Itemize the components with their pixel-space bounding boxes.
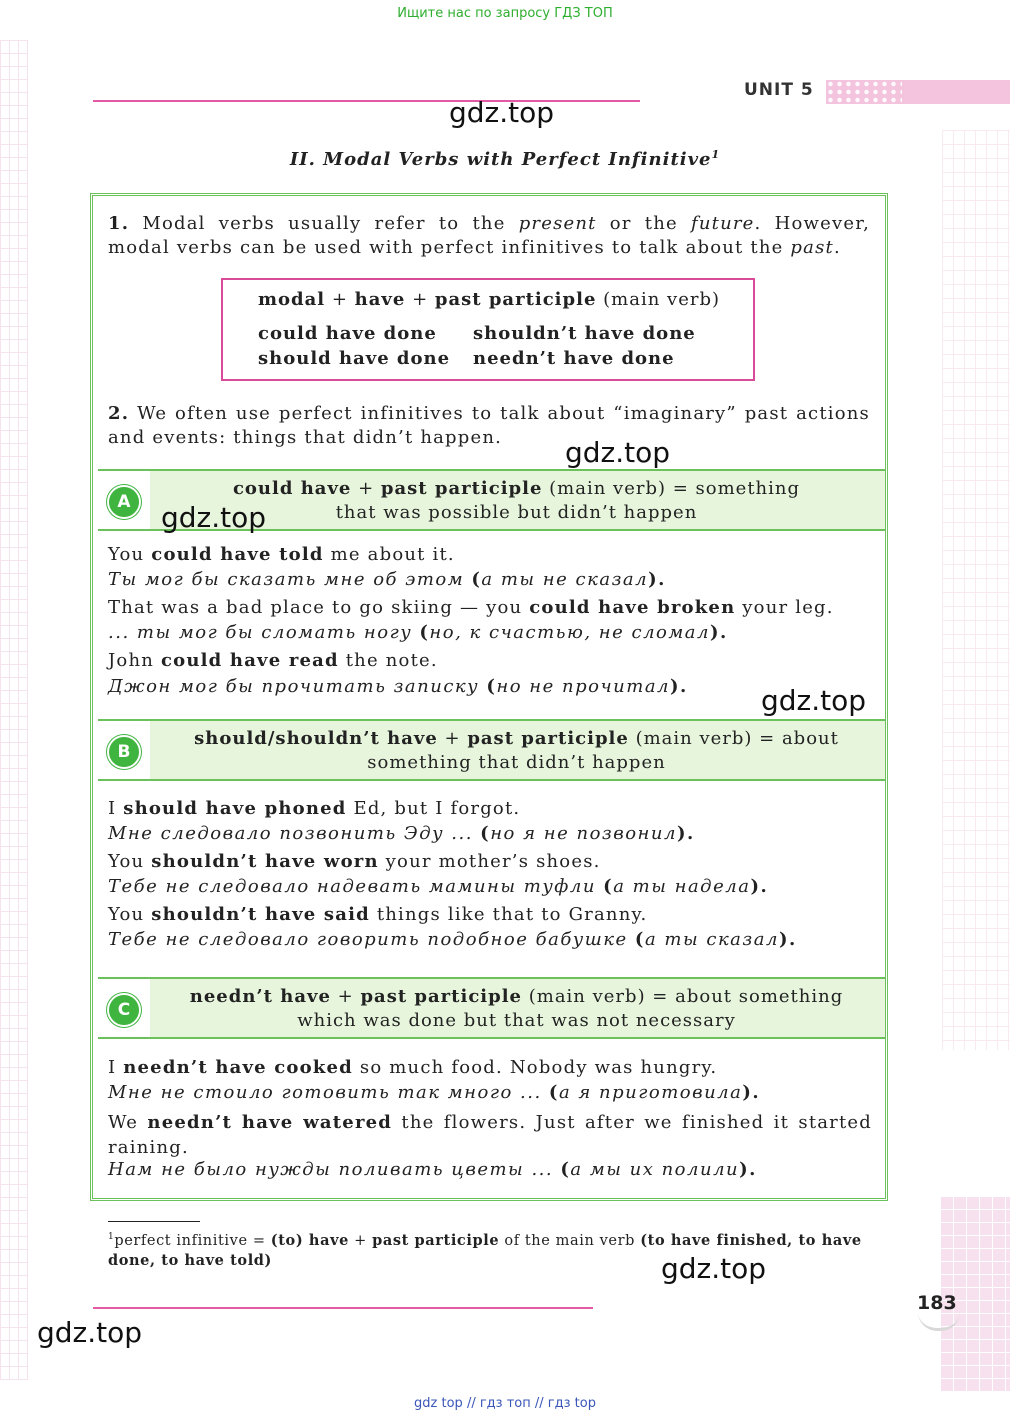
example-ru: Мне следовало позвонить Эду ... (но я не позвонил). [108,823,695,844]
section-b-badge: B [107,735,141,769]
footer-rule [93,1307,593,1309]
example-en: That was a bad place to go skiing — you could have broken your leg. [108,597,834,618]
example-ru: Ты мог бы сказать мне об этом (а ты не сказал). [108,569,666,590]
watermark: gdz.top [565,436,671,469]
section-c-header [98,977,885,1039]
example-ru: ... ты мог бы сломать ногу (но, к счастью, не сломал). [108,622,728,643]
link-separator: // [534,1396,544,1411]
example-en: You shouldn’t have worn your mother’s shoes. [108,851,601,872]
section-a-rule: could have + past participle (main verb) = something that was possible but didn’t happen [232,478,801,523]
link-separator: // [466,1396,476,1411]
left-margin-pattern [0,40,28,1380]
watermark: gdz.top [761,684,867,717]
watermark: gdz.top [661,1252,767,1285]
section-a-badge: A [107,485,141,519]
example-en: We needn’t have watered the flowers. Just after we finished it started raining. [108,1112,872,1158]
formula-example: needn’t have done [473,348,675,369]
section-b-header [98,719,885,781]
example-ru: Мне не стоило готовить так много ... (а я приготовила). [108,1082,761,1103]
section-c-badge: C [107,993,141,1027]
footnote-rule [108,1221,200,1222]
example-en: I needn’t have cooked so much food. Nobody was hungry. [108,1057,718,1078]
heading-footnote-mark: 1 [711,148,721,161]
formula-pattern: modal + have + past participle (main verb) [258,289,720,310]
unit-label: UNIT 5 [744,80,814,100]
formula-example: shouldn’t have done [473,323,696,344]
formula-example: could have done [258,323,437,344]
watermark: gdz.top [161,501,267,534]
bottom-links [0,1396,1010,1411]
search-banner[interactable]: Ищите нас по запросу ГДЗ ТОП [397,6,613,21]
link-gdz-top[interactable]: gdz top [414,1396,463,1411]
section-c-rule: needn’t have + past participle (main verb) = about something which was done but that was not necessary [189,986,844,1031]
rule-1: 1. Modal verbs usually refer to the present or the future. However, modal verbs can be used with perfect infinitives to talk about the past. [108,213,870,258]
example-en: John could have read the note. [108,650,438,671]
example-en: I should have phoned Ed, but I forgot. [108,798,521,819]
example-ru: Тебе не следовало говорить подобное бабушке (а ты сказал). [108,929,797,950]
unit-dots [826,80,902,104]
link-gdz-top-mixed[interactable]: гдз top [547,1396,596,1411]
rule-2: 2. We often use perfect infinitives to talk about “imaginary” past actions and events: things that didn’t happen. [108,403,870,448]
example-ru: Тебе не следовало надевать мамины туфли (а ты надела). [108,876,769,897]
section-b-rule: should/shouldn’t have + past participle (main verb) = about something that didn’t happen [194,728,839,773]
formula-box [221,278,755,381]
footnote: $^1$perfect infinitive = (to) have + past participle of the main verb (to have finished, to have done, to have told) [108,1231,862,1269]
example-en: You could have told me about it. [108,544,455,565]
watermark: gdz.top [449,96,555,129]
formula-example: should have done [258,348,451,369]
link-gdz-top-ru[interactable]: гдз топ [479,1396,531,1411]
example-ru: Джон мог бы прочитать записку (но не прочитал). [108,676,688,697]
rule-1-number: 1. [108,213,130,234]
watermark: gdz.top [37,1316,143,1349]
header-rule [93,100,640,102]
page-number: 183 [917,1292,957,1314]
example-en: You shouldn’t have said things like that to Granny. [108,904,648,925]
section-heading: II. Modal Verbs with Perfect Infinitive$^1$ [289,148,721,170]
example-ru: Нам не было нужды поливать цветы ... (а мы их полили). [108,1159,757,1180]
right-margin-pattern [942,130,1010,1050]
